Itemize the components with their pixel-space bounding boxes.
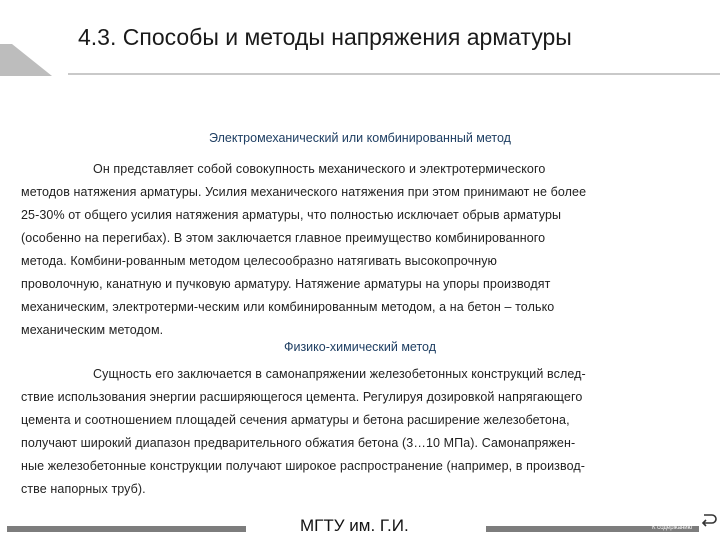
paragraph-line: Он представляет собой совокупность механического и электротермического bbox=[93, 162, 546, 176]
paragraph-line: проволочную, канатную и пучковую арматуру. Натяжение арматуры на упоры производят bbox=[21, 277, 551, 291]
title-divider bbox=[68, 73, 720, 75]
section-heading-electromechanical: Электромеханический или комбинированный метод bbox=[209, 131, 511, 145]
paragraph-line: 25-30% от общего усилия натяжения арматуры, что полностью исключает обрыв арматуры bbox=[21, 208, 562, 222]
paragraph-line: (особенно на перегибах). В этом заключается главное преимущество комбинированного bbox=[21, 231, 546, 245]
paragraph-line: ные железобетонные конструкции получают широкое распространение (например, в производ- bbox=[21, 459, 586, 473]
paragraph-line: цемента и соотношением площадей сечения арматуры и бетона расширение железобетона, bbox=[21, 413, 570, 427]
contents-link[interactable]: К содержанию bbox=[652, 525, 693, 531]
paragraph-line: механическим методом. bbox=[21, 323, 164, 337]
paragraph-line: получают широкий диапазон предварительного обжатия бетона (3…10 МПа). Самонапряжен- bbox=[21, 436, 576, 450]
paragraph-line: Сущность его заключается в самонапряжении железобетонных конструкций вслед- bbox=[93, 367, 586, 381]
paragraph-line: ствие использования энергии расширяющегося цемента. Регулируя дозировкой напрягающего bbox=[21, 390, 583, 404]
corner-decoration bbox=[0, 0, 70, 76]
footer-university-label: МГТУ им. Г.И. bbox=[300, 516, 409, 535]
paragraph-line: стве напорных труб). bbox=[21, 482, 146, 496]
return-arrow-icon[interactable] bbox=[700, 512, 718, 530]
section-heading-physicochemical: Физико-химический метод bbox=[283, 340, 437, 354]
slide-title: 4.3. Способы и методы напряжения арматуры bbox=[78, 24, 572, 50]
footer-bar-left bbox=[7, 526, 246, 532]
paragraph-line: методов натяжения арматуры. Усилия механического натяжения при этом принимают не более bbox=[21, 185, 587, 199]
paragraph-line: механическим, электротерми-ческим или комбинированным методом, а на бетон – только bbox=[21, 300, 555, 314]
paragraph-line: метода. Комбини-рованным методом целесообразно натягивать высокопрочную bbox=[21, 254, 498, 268]
